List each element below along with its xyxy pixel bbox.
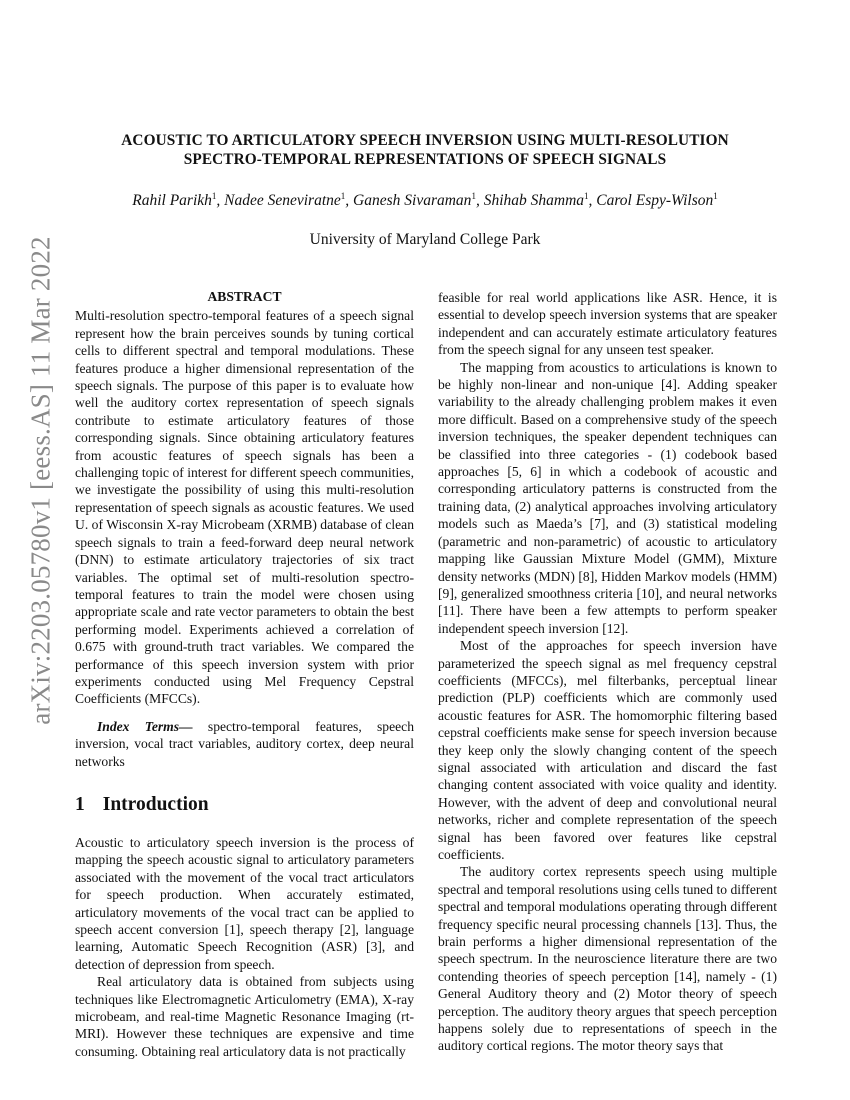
author-affiliation-mark: 1 (584, 191, 589, 201)
affiliation: University of Maryland College Park (309, 231, 541, 248)
intro-paragraph: The mapping from acoustics to articulations is known to be highly non-linear and non-unique [4]. Adding speaker variability to the already challenging problem makes it even more difficult. Based on a comprehensive study of the speech inversion techniques, the speaker dependent techniques can be classified into three categories - (1) codebook based approaches [5, 6] in which a codebook of acoustic and corresponding articulatory patterns is constructed from the training data, (2) analytical approaches involving articulatory models such as Maeda’s [7], and (3) statistical modeling (parametric and non-parametric) of acoustic to articulatory mapping like Gaussian Mixture Model (GMM), Mixture density networks (MDN) [8], Hidden Markov models (HMM) [9], generalized smoothness criteria [10], and neural networks [11]. There have been a few attempts to perform speaker independent speech inversion [12]. (438, 359, 777, 636)
title-line-2: SPECTRO-TEMPORAL REPRESENTATIONS OF SPEECH SIGNALS (183, 151, 667, 168)
author-list: Rahil Parikh$^1$, Nadee Seneviratne$^1$, Ganesh Sivaraman$^1$, Shihab Shamma$^1$, Carol Espy-Wilson$^1$ (132, 191, 718, 210)
author-name: Rahil Parikh (132, 192, 212, 210)
title-line-1: ACOUSTIC TO ARTICULATORY SPEECH INVERSION USING MULTI-RESOLUTION (121, 132, 729, 149)
paper-title (70, 131, 780, 169)
index-terms-text: spectro-temporal features, speech inversion, vocal tract variables, auditory cortex, deep neural networks (75, 718, 414, 769)
section-heading-introduction (75, 794, 414, 816)
section-number: 1 (75, 793, 85, 815)
author-affiliation-mark: 1 (713, 191, 718, 201)
intro-paragraph: Real articulatory data is obtained from subjects using techniques like Electromagnetic Articulometry (EMA), X-ray microbeam, and real-time Magnetic Resonance Imaging (rt-MRI). However these techniques are expensive and time consuming. Obtaining real articulatory data is not practically (75, 974, 414, 1059)
right-column (438, 289, 777, 1055)
intro-paragraph: The auditory cortex represents speech using multiple spectral and temporal resolutions using cells tuned to different spectral and temporal modulations operating through different frequency specific neural processing channels [13]. Thus, the brain performs a higher dimensional representation of the speech spectrum. In the neuroscience literature there are two contending theories of speech perception [14], namely - (1) General Auditory theory and (2) Motor theory of speech perception. The auditory theory argues that speech perception happens solely due to representations of speech in the auditory cortical regions. The motor theory says that (438, 864, 777, 1054)
intro-paragraph: Most of the approaches for speech inversion have parameterized the speech signal as mel frequency cepstral coefficients (MFCCs), mel filterbanks, perceptual linear prediction (PLP) coefficients which are commonly used acoustic features for ASR. The homomorphic filtering based cepstral coefficients make sense for speech inversion because they keep only the slowly changing content of the speech signal associated with articulation and discard the fast changing content associated with voice quality and identity. However, with the advent of deep and convolutional neural networks, richer and complete representation of the speech signal has been favored over features like cepstral coefficients. (438, 638, 777, 862)
author-affiliation-mark: 1 (471, 191, 476, 201)
index-terms-label: Index Terms— (97, 718, 193, 734)
author-name: Nadee Seneviratne (224, 192, 341, 210)
left-column (75, 288, 414, 1060)
author-name: Shihab Shamma (483, 192, 585, 210)
intro-paragraph: Acoustic to articulatory speech inversion is the process of mapping the speech acoustic signal to articulatory parameters associated with the movement of the vocal tract articulators for speech production. When accurately estimated, articulatory movements of the vocal tract can be applied to speech accent conversion [1], speech therapy [2], language learning, Automatic Speech Recognition (ASR) [3], and detection of depression from speech. (75, 834, 414, 972)
author-name: Carol Espy-Wilson (596, 192, 714, 210)
arxiv-identifier-stamp (18, 235, 64, 725)
author-affiliation-mark: 1 (340, 191, 346, 201)
intro-paragraph: feasible for real world applications like ASR. Hence, it is essential to develop speech inversion systems that are speaker independent and can accurately estimate articulatory features from the speech signal for any unseen test speaker. (438, 290, 777, 358)
index-terms (75, 718, 414, 770)
abstract-text: Multi-resolution spectro-temporal features of a speech signal represent how the brain perceives sounds by tuning cortical cells to different spectral and temporal modulations. These features produce a higher dimensional representation of the speech signals. The purpose of this paper is to evaluate how well the auditory cortex representation of speech signals contribute to estimate articulatory features of those corresponding signals. Since obtaining articulatory features from acoustic features of speech signals has been a challenging topic of interest for different speech communities, we investigate the possibility of using this multi-resolution representation of speech signals as acoustic features. We used U. of Wisconsin X-ray Microbeam (XRMB) database of clean speech signals to train a feed-forward deep neural network (DNN) to estimate articulatory trajectories of six tract variables. The optimal set of multi-resolution spectro-temporal features to train the model were chosen using appropriate scale and rate vector parameters to obtain the best performing model. Experiments achieved a correlation of 0.675 with ground-truth tract variables. We compared the performance of this speech inversion system with prior experiments conducted using Mel Frequency Cepstral Coefficients (MFCCs). (75, 308, 414, 707)
author-affiliation-mark: 1 (211, 191, 217, 201)
author-name: Ganesh Sivaraman (353, 192, 472, 210)
abstract-heading: ABSTRACT (207, 289, 282, 304)
arxiv-stamp-text: arXiv:2203.05780v1 [eess.AS] 11 Mar 2022 (25, 235, 56, 725)
section-title: Introduction (102, 793, 209, 815)
